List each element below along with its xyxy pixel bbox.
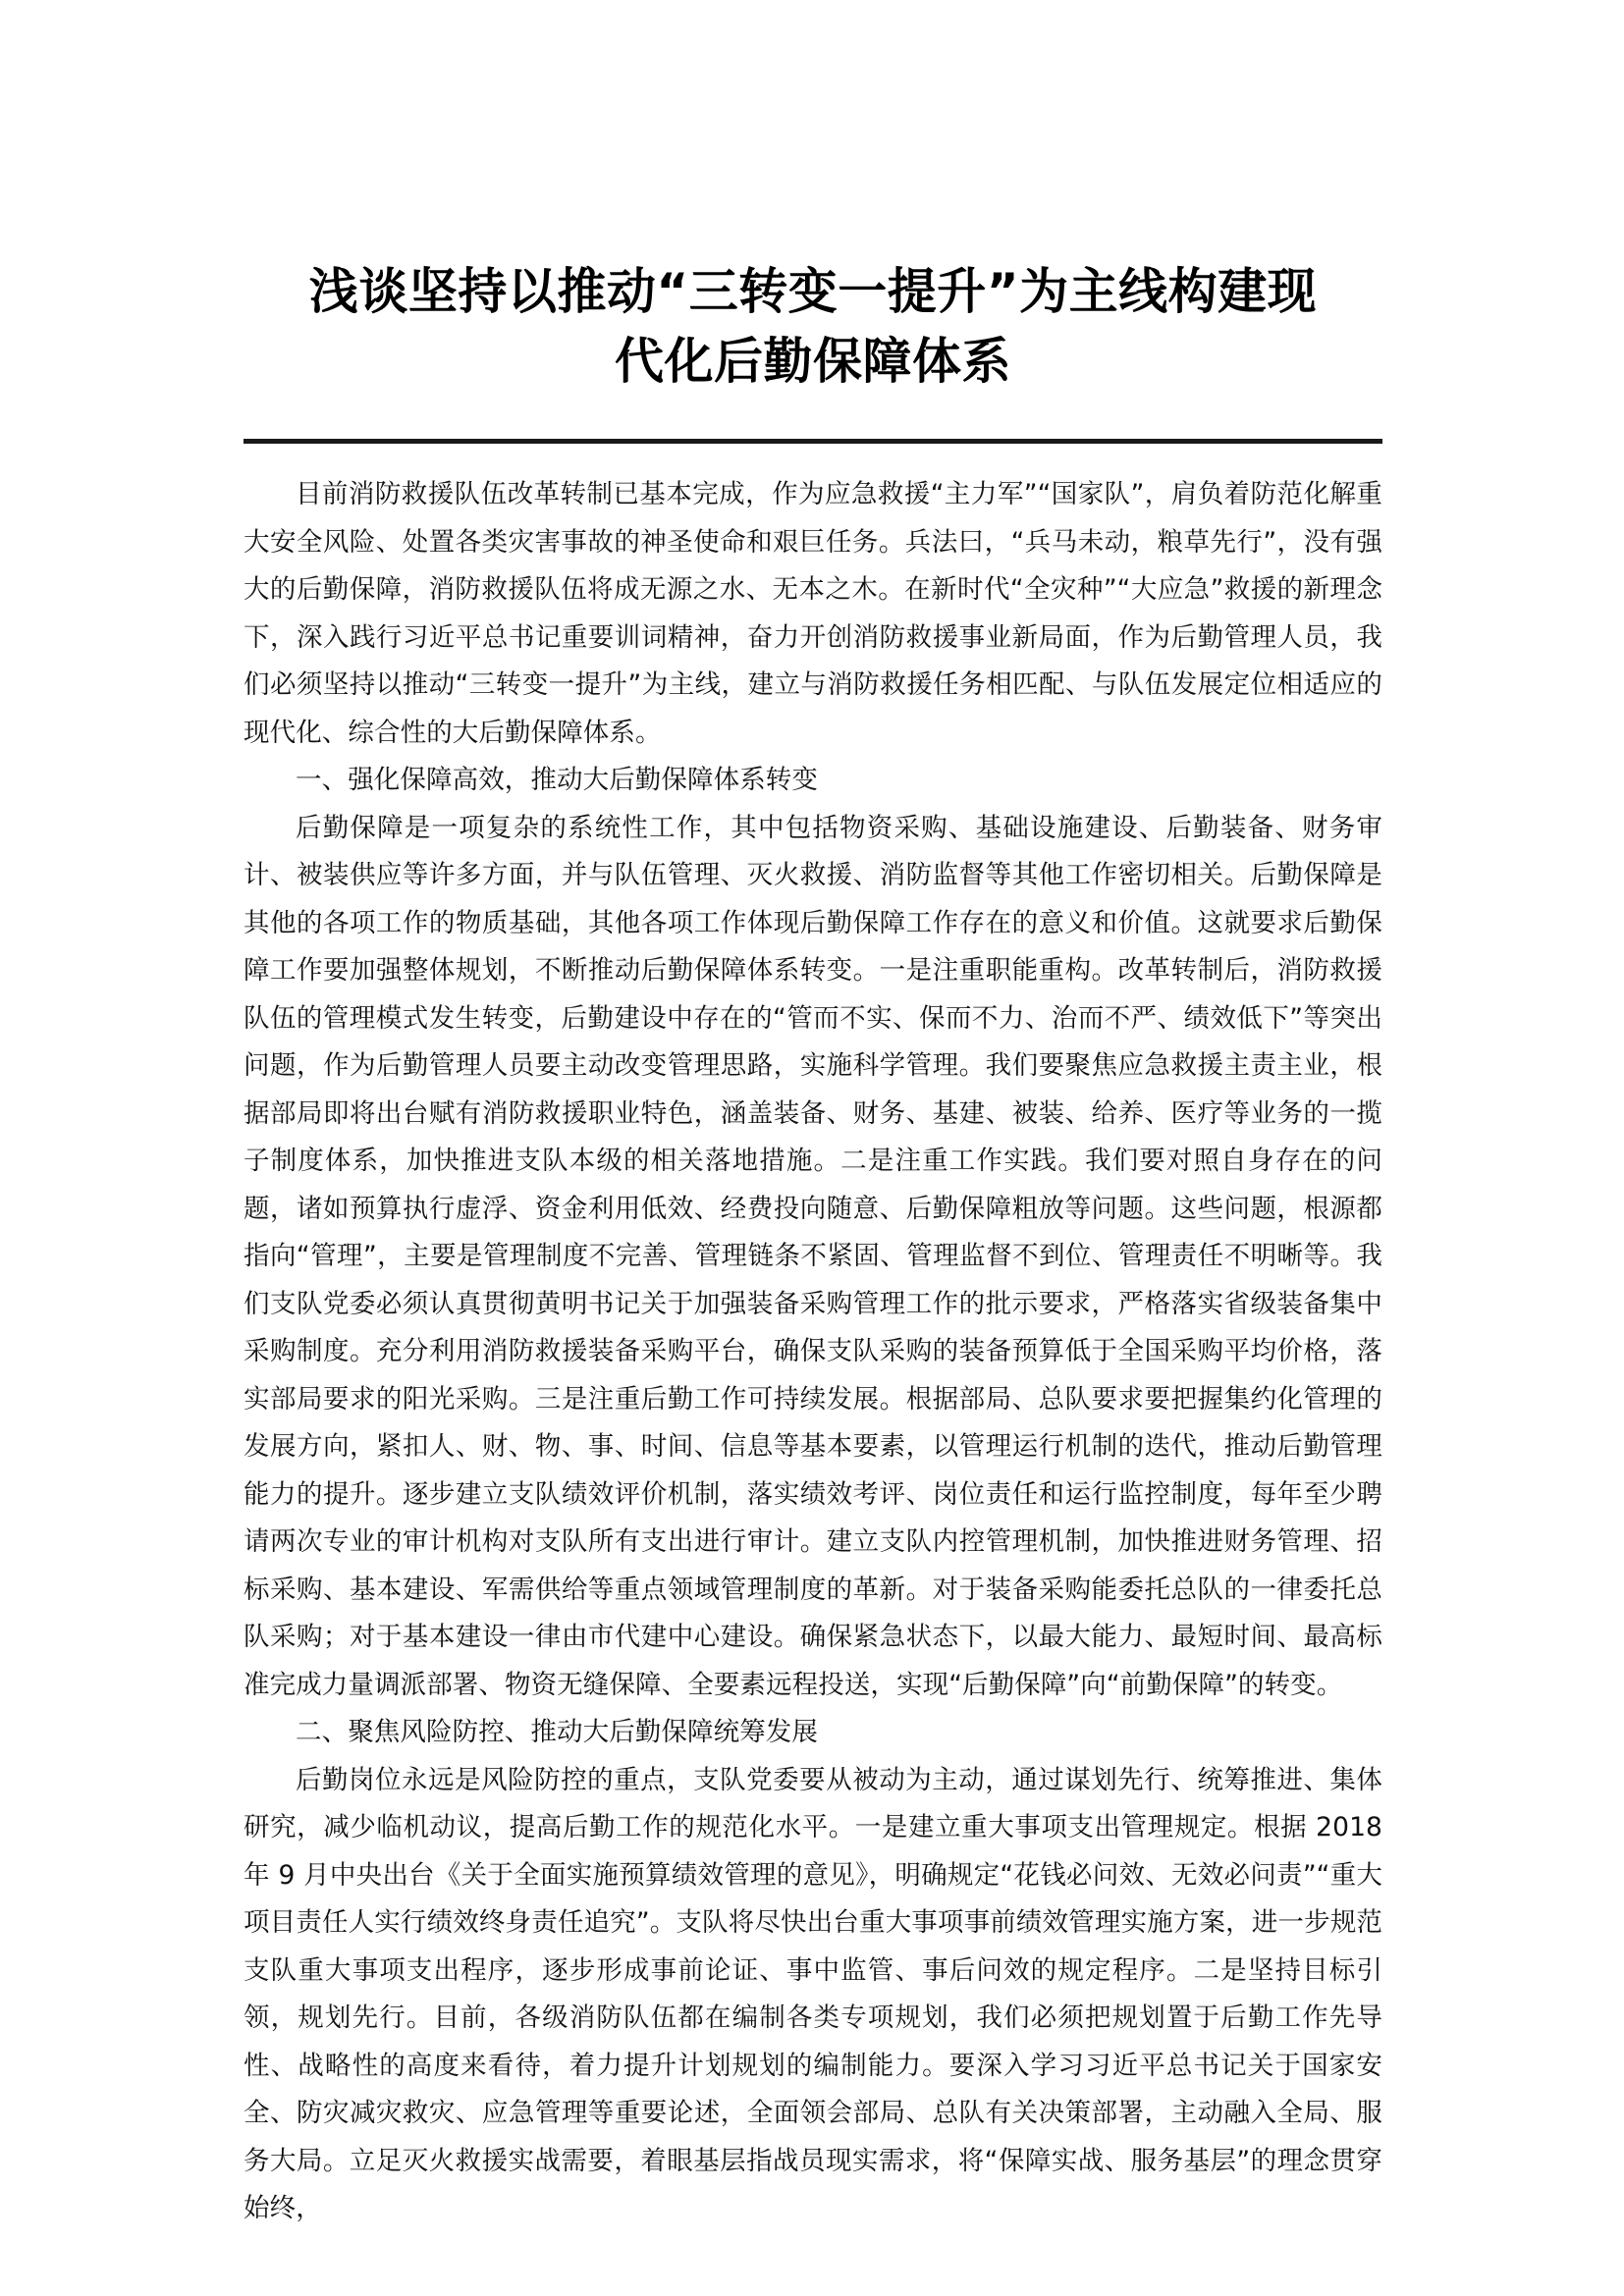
paragraph-intro: 目前消防救援队伍改革转制已基本完成，作为应急救援“主力军”“国家队”，肩负着防范化解重大安全风险、处置各类灾害事故的神圣使命和艰巨任务。兵法曰，“兵马未动，粮草先行”，没有强大的后勤保障，消防救援队伍将成无源之水、无本之木。在新时代“全灾种”“大应急”救援的新理念下，深入践行习近平总书记重要训词精神，奋力开创消防救援事业新局面，作为后勤管理人员，我们必须坚持以推动“三转变一提升”为主线，建立与消防救援任务相匹配、与队伍发展定位相适应的现代化、综合性的大后勤保障体系。 (244, 479, 1382, 748)
page-title-line-2: 代化后勤保障体系 (615, 333, 1011, 390)
page-title (244, 257, 1382, 397)
document-body (244, 471, 1382, 2233)
paragraph-section-two: 后勤岗位永远是风险防控的重点，支队党委要从被动为主动，通过谋划先行、统筹推进、集体研究，减少临机动议，提高后勤工作的规范化水平。一是建立重大事项支出管理规定。根据 2018 年 9 月中央出台《关于全面实施预算绩效管理的意见》，明确规定“花钱必问效、无效必问责”“重大项目责任人实行绩效终身责任追究”。支队将尽快出台重大事项事前绩效管理实施方案，进一步规范支队重大事项支出程序，逐步形成事前论证、事中监管、事后问效的规定程序。二是坚持目标引领，规划先行。目前，各级消防队伍都在编制各类专项规划，我们必须把规划置于后勤工作先导性、战略性的高度来看待，着力提升计划规划的编制能力。要深入学习习近平总书记关于国家安全、防灾减灾救灾、应急管理等重要论述，全面领会部局、总队有关决策部署，主动融入全局、服务大局。立足灭火救援实战需要，着眼基层指战员现实需求，将“保障实战、服务基层”的理念贯穿始终， (244, 1764, 1382, 2223)
title-divider (244, 439, 1382, 444)
section-heading-one: 一、强化保障高效，推动大后勤保障体系转变 (296, 765, 818, 795)
section-heading-two: 二、聚焦风险防控、推动大后勤保障统筹发展 (296, 1717, 818, 1747)
paragraph-section-one: 后勤保障是一项复杂的系统性工作，其中包括物资采购、基础设施建设、后勤装备、财务审计、被装供应等许多方面，并与队伍管理、灭火救援、消防监督等其他工作密切相关。后勤保障是其他的各项工作的物质基础，其他各项工作体现后勤保障工作存在的意义和价值。这就要求后勤保障工作要加强整体规划，不断推动后勤保障体系转变。一是注重职能重构。改革转制后，消防救援队伍的管理模式发生转变，后勤建设中存在的“管而不实、保而不力、治而不严、绩效低下”等突出问题，作为后勤管理人员要主动改变管理思路，实施科学管理。我们要聚焦应急救援主责主业，根据部局即将出台赋有消防救援职业特色，涵盖装备、财务、基建、被装、给养、医疗等业务的一揽子制度体系，加快推进支队本级的相关落地措施。二是注重工作实践。我们要对照自身存在的问题，诸如预算执行虚浮、资金利用低效、经费投向随意、后勤保障粗放等问题。这些问题，根源都指向“管理”，主要是管理制度不完善、管理链条不紧固、管理监督不到位、管理责任不明晰等。我们支队党委必须认真贯彻黄明书记关于加强装备采购管理工作的批示要求，严格落实省级装备集中采购制度。充分利用消防救援装备采购平台，确保支队采购的装备预算低于全国采购平均价格，落实部局要求的阳光采购。三是注重后勤工作可持续发展。根据部局、总队要求要把握集约化管理的发展方向，紧扣人、财、物、事、时间、信息等基本要素，以管理运行机制的迭代，推动后勤管理能力的提升。逐步建立支队绩效评价机制，落实绩效考评、岗位责任和运行监控制度，每年至少聘请两次专业的审计机构对支队所有支出进行审计。建立支队内控管理机制，加快推进财务管理、招标采购、基本建设、军需供给等重点领域管理制度的革新。对于装备采购能委托总队的一律委托总队采购；对于基本建设一律由市代建中心建设。确保紧急状态下，以最大能力、最短时间、最高标准完成力量调派部署、物资无缝保障、全要素远程投送，实现“后勤保障”向“前勤保障”的转变。 (244, 812, 1382, 1700)
document-content (244, 257, 1382, 2233)
page-title-line-1: 浅谈坚持以推动“三转变一提升”为主线构建现 (308, 263, 1318, 320)
